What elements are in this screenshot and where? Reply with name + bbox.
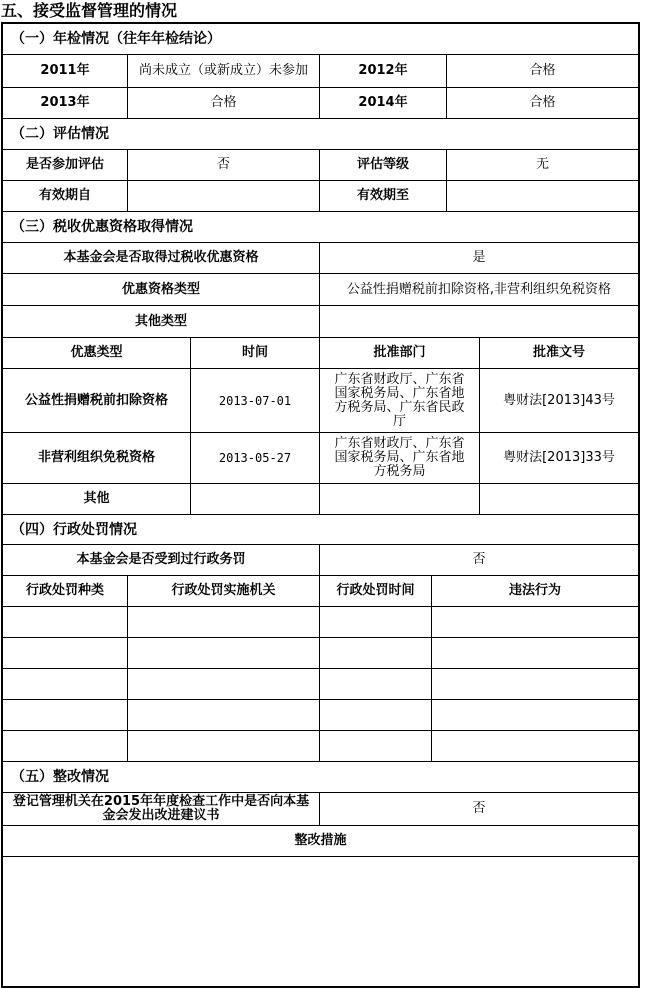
penalty-cell (320, 669, 432, 700)
penalized-value: 否 (320, 545, 638, 576)
section-4-header: （四）行政处罚情况 (3, 515, 638, 545)
valid-from-label: 有效期自 (3, 181, 128, 212)
grade-value: 无 (447, 150, 638, 181)
section-1-header: （一）年检情况（往年年检结论） (3, 24, 638, 55)
tax-row-type: 其他 (3, 484, 191, 515)
year-label: 2014年 (320, 88, 447, 119)
supervision-table (1, 22, 640, 988)
tax-row-doc: 粤财法[2013]43号 (480, 369, 638, 433)
penalty-cell (3, 731, 128, 762)
year-result: 合格 (447, 55, 638, 88)
tax-row-date: 2013-05-27 (191, 433, 320, 484)
section-3-header: （三）税收优惠资格取得情况 (3, 212, 638, 243)
year-result: 合格 (447, 88, 638, 119)
penalty-cell (128, 607, 320, 638)
penalty-cell (128, 700, 320, 731)
valid-to-label: 有效期至 (320, 181, 447, 212)
tax-row-doc (480, 484, 638, 515)
tax-row-date (191, 484, 320, 515)
penalty-cell (320, 607, 432, 638)
measures-label: 整改措施 (3, 826, 638, 857)
tax-row-date: 2013-07-01 (191, 369, 320, 433)
section-2-header: （二）评估情况 (3, 119, 638, 150)
col-header: 行政处罚时间 (320, 576, 432, 607)
tax-row-type: 公益性捐赠税前扣除资格 (3, 369, 191, 433)
year-result: 合格 (128, 88, 320, 119)
participate-label: 是否参加评估 (3, 150, 128, 181)
col-header: 批准部门 (320, 338, 480, 369)
year-label: 2012年 (320, 55, 447, 88)
col-header: 违法行为 (432, 576, 638, 607)
penalty-cell (3, 700, 128, 731)
penalty-cell (3, 607, 128, 638)
tax-row-dept: 广东省财政厅、广东省国家税务局、广东省地方税务局 (320, 433, 480, 484)
tax-type-label: 优惠资格类型 (3, 274, 320, 306)
grade-label: 评估等级 (320, 150, 447, 181)
penalty-cell (320, 700, 432, 731)
tax-row-type: 非营利组织免税资格 (3, 433, 191, 484)
tax-obtained-label: 本基金会是否取得过税收优惠资格 (3, 243, 320, 274)
penalized-label: 本基金会是否受到过行政务罚 (3, 545, 320, 576)
tax-row-doc: 粤财法[2013]33号 (480, 433, 638, 484)
penalty-cell (432, 700, 638, 731)
penalty-cell (3, 669, 128, 700)
penalty-cell (320, 638, 432, 669)
year-label: 2011年 (3, 55, 128, 88)
penalty-cell (432, 638, 638, 669)
measures-value (3, 857, 638, 986)
penalty-cell (128, 638, 320, 669)
col-header: 行政处罚种类 (3, 576, 128, 607)
col-header: 优惠类型 (3, 338, 191, 369)
penalty-cell (128, 731, 320, 762)
section-5-header: （五）整改情况 (3, 762, 638, 793)
other-type-value (320, 306, 638, 338)
col-header: 时间 (191, 338, 320, 369)
valid-from-value (128, 181, 320, 212)
penalty-cell (3, 638, 128, 669)
tax-row-dept (320, 484, 480, 515)
page-title: 五、接受监督管理的情况 (1, 1, 178, 20)
penalty-cell (432, 607, 638, 638)
tax-obtained-value: 是 (320, 243, 638, 274)
penalty-cell (432, 669, 638, 700)
penalty-cell (432, 731, 638, 762)
tax-row-dept: 广东省财政厅、广东省国家税务局、广东省地方税务局、广东省民政厅 (320, 369, 480, 433)
penalty-cell (320, 731, 432, 762)
col-header: 批准文号 (480, 338, 638, 369)
participate-value: 否 (128, 150, 320, 181)
notice-label: 登记管理机关在2015年年度检查工作中是否向本基金会发出改进建议书 (3, 793, 320, 826)
col-header: 行政处罚实施机关 (128, 576, 320, 607)
other-type-label: 其他类型 (3, 306, 320, 338)
tax-type-value: 公益性捐赠税前扣除资格,非营利组织免税资格 (320, 274, 638, 306)
year-label: 2013年 (3, 88, 128, 119)
year-result: 尚未成立（或新成立）未参加 (128, 55, 320, 88)
notice-value: 否 (320, 793, 638, 826)
valid-to-value (447, 181, 638, 212)
penalty-cell (128, 669, 320, 700)
